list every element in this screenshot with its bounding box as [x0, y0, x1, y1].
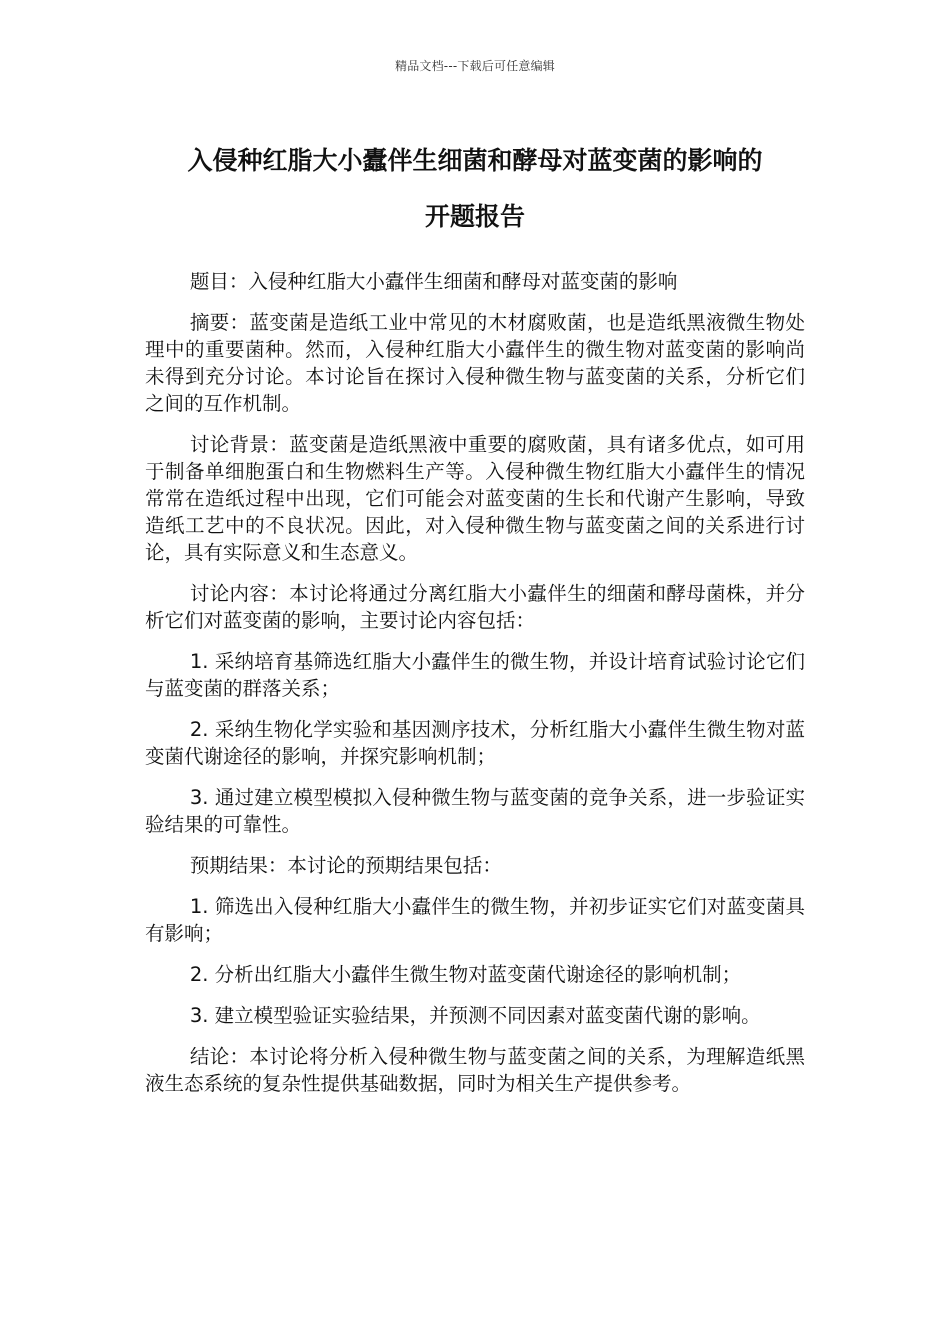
paragraph-expected-results: 预期结果：本讨论的预期结果包括： [189, 854, 502, 877]
content-item-3: 3. 通过建立模型模拟入侵种微生物与蓝变菌的竞争关系，进一步验证实验结果的可靠性。 [145, 786, 805, 836]
result-item-2: 2. 分析出红脂大小蠹伴生微生物对蓝变菌代谢途径的影响机制； [189, 963, 742, 986]
page-header: 精品文档---下载后可任意编辑 [395, 59, 555, 73]
title-line-2: 开题报告 [424, 202, 525, 231]
paragraph-abstract: 摘要：蓝变菌是造纸工业中常见的木材腐败菌，也是造纸黑液微生物处理中的重要菌种。然而，入侵种红脂大小蠹伴生的微生物对蓝变菌的影响尚未得到充分讨论。本讨论旨在探讨入侵种微生物与蓝变菌的关系，分析它们之间的互作机制。 [145, 311, 805, 415]
content-item-1: 1. 采纳培育基筛选红脂大小蠹伴生的微生物，并设计培育试验讨论它们与蓝变菌的群落关系； [145, 650, 805, 700]
paragraph-topic: 题目：入侵种红脂大小蠹伴生细菌和酵母对蓝变菌的影响 [189, 270, 678, 293]
result-item-3: 3. 建立模型验证实验结果，并预测不同因素对蓝变菌代谢的影响。 [189, 1004, 761, 1027]
paragraph-background: 讨论背景：蓝变菌是造纸黑液中重要的腐败菌，具有诸多优点，如可用于制备单细胞蛋白和生物燃料生产等。入侵种微生物红脂大小蠹伴生的情况常常在造纸过程中出现，它们可能会对蓝变菌的生长和代谢产生影响，导致造纸工艺中的不良状况。因此，对入侵种微生物与蓝变菌之间的关系进行讨论，具有实际意义和生态意义。 [145, 433, 805, 564]
result-item-1: 1. 筛选出入侵种红脂大小蠹伴生的微生物，并初步证实它们对蓝变菌具有影响； [145, 895, 805, 945]
document-body [145, 268, 805, 1111]
content-item-2: 2. 采纳生物化学实验和基因测序技术，分析红脂大小蠹伴生微生物对蓝变菌代谢途径的影响，并探究影响机制； [145, 718, 805, 768]
document-title [135, 133, 815, 245]
paragraph-conclusion: 结论：本讨论将分析入侵种微生物与蓝变菌之间的关系，为理解造纸黑液生态系统的复杂性提供基础数据，同时为相关生产提供参考。 [145, 1045, 805, 1095]
paragraph-content: 讨论内容：本讨论将通过分离红脂大小蠹伴生的细菌和酵母菌株，并分析它们对蓝变菌的影响，主要讨论内容包括： [145, 582, 805, 632]
title-line-1: 入侵种红脂大小蠹伴生细菌和酵母对蓝变菌的影响的 [187, 146, 763, 175]
